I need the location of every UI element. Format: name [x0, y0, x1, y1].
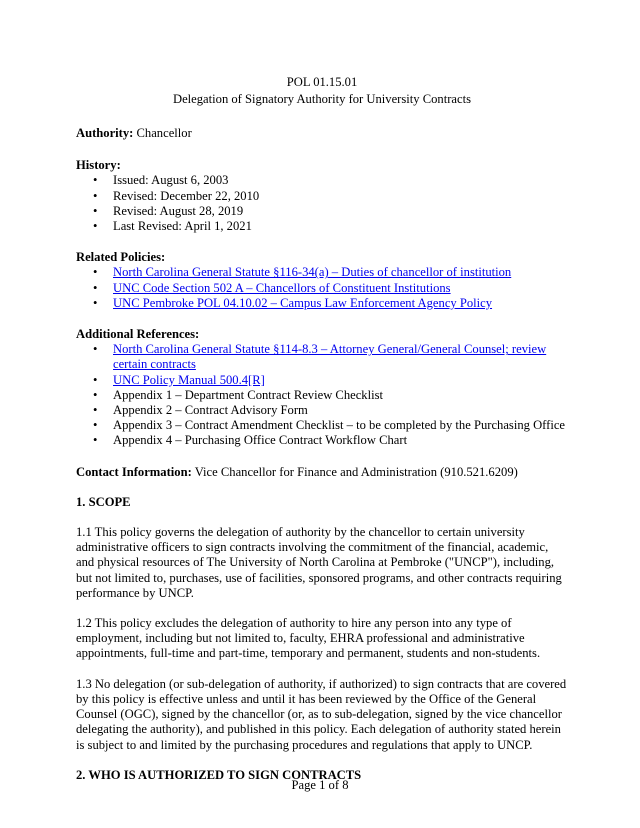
link-uncp-pol-04-10-02[interactable]: UNC Pembroke POL 04.10.02 – Campus Law Enforcement Agency Policy: [113, 295, 493, 310]
related-policies-section: [76, 250, 568, 311]
list-item: • Last Revised: April 1, 2021: [93, 219, 252, 234]
contact-label: Contact Information:: [76, 464, 192, 479]
bullet-icon: •: [93, 265, 98, 280]
document-page: [76, 74, 568, 783]
link-unc-policy-500-4[interactable]: UNC Policy Manual 500.4[R]: [113, 372, 265, 387]
related-policies-list: [76, 265, 568, 311]
bullet-icon: •: [93, 295, 98, 310]
history-section: [76, 158, 568, 234]
bullet-icon: •: [93, 219, 98, 234]
bullet-icon: •: [93, 387, 98, 402]
list-item: • Issued: August 6, 2003: [93, 173, 229, 188]
authority-value: Chancellor: [133, 126, 192, 140]
bullet-icon: •: [93, 280, 98, 295]
bullet-icon: •: [93, 403, 98, 418]
bullet-icon: •: [93, 188, 98, 203]
policy-number: POL 01.15.01: [286, 75, 358, 89]
contact-value: Vice Chancellor for Finance and Administration (910.521.6209): [191, 464, 518, 479]
authority-line: [76, 126, 568, 141]
bullet-icon: •: [93, 433, 98, 448]
list-item: • Appendix 2 – Contract Advisory Form: [93, 403, 308, 418]
list-item: • Appendix 3 – Contract Amendment Checklist – to be completed by the Purchasing Office: [93, 418, 565, 433]
paragraph-1-2: 1.2 This policy excludes the delegation of authority to hire any person into any type of employment, including but not limited to, faculty, EHRA professional and administrative appointments, full-time and part-time, temporary and permanent, students and non-students.: [76, 616, 541, 661]
history-label: History:: [76, 158, 121, 173]
list-item: • Appendix 1 – Department Contract Review Checklist: [93, 387, 384, 402]
list-item: [76, 281, 568, 296]
contact-line: [76, 465, 568, 480]
bullet-icon: •: [93, 372, 98, 387]
document-header: [76, 74, 568, 108]
list-item: [76, 373, 568, 388]
list-item: • Revised: August 28, 2019: [93, 203, 244, 218]
paragraph-1-1: 1.1 This policy governs the delegation of authority by the chancellor to certain university administrative officers to sign contracts involving the commitment of the financial, academic, and physical resources of The University of North Carolina at Pembroke ("UNCP"), including, but not limited to, purchases, use of facilities, sponsored programs, and other contracts requiring performance by UNCP.: [76, 525, 562, 600]
additional-references-list: [76, 342, 568, 448]
list-item: • Appendix 4 – Purchasing Office Contract Workflow Chart: [93, 433, 408, 448]
list-item: [76, 342, 568, 372]
history-list: [76, 173, 568, 234]
additional-references-label: Additional References:: [76, 327, 200, 342]
section-2-heading: 2. WHO IS AUTHORIZED TO SIGN CONTRACTS: [76, 767, 362, 782]
additional-references-section: [76, 327, 568, 449]
policy-title: Delegation of Signatory Authority for University Contracts: [172, 92, 471, 106]
link-nc-statute-114-8-3[interactable]: North Carolina General Statute §114-8.3 – Attorney General/General Counsel; review certain contracts: [113, 342, 547, 372]
bullet-icon: •: [93, 203, 98, 218]
list-item: [76, 265, 568, 280]
page-number: Page 1 of 8: [291, 778, 349, 792]
link-nc-statute-116-34[interactable]: North Carolina General Statute §116-34(a) – Duties of chancellor of institution: [113, 265, 512, 280]
link-unc-code-502a[interactable]: UNC Code Section 502 A – Chancellors of Constituent Institutions: [113, 280, 451, 295]
bullet-icon: •: [93, 418, 98, 433]
authority-label: Authority:: [76, 126, 134, 140]
related-policies-label: Related Policies:: [76, 250, 166, 265]
paragraph-1-3: 1.3 No delegation (or sub-delegation of authority, if authorized) to sign contracts that are covered by this policy is effective unless and until it has been reviewed by the Office of the General Counsel (OGC), signed by the chancellor (or, as to sub-delegation, signed by the vice chancellor delegating the authority), and published in this policy. Each delegation of authority stated herein is subject to and limited by the purchasing procedures and regulations that apply to UNCP.: [76, 676, 567, 752]
list-item: [76, 296, 568, 311]
section-1-heading: 1. SCOPE: [76, 494, 131, 509]
bullet-icon: •: [93, 173, 98, 188]
list-item: • Revised: December 22, 2010: [93, 188, 260, 203]
bullet-icon: •: [93, 342, 98, 357]
